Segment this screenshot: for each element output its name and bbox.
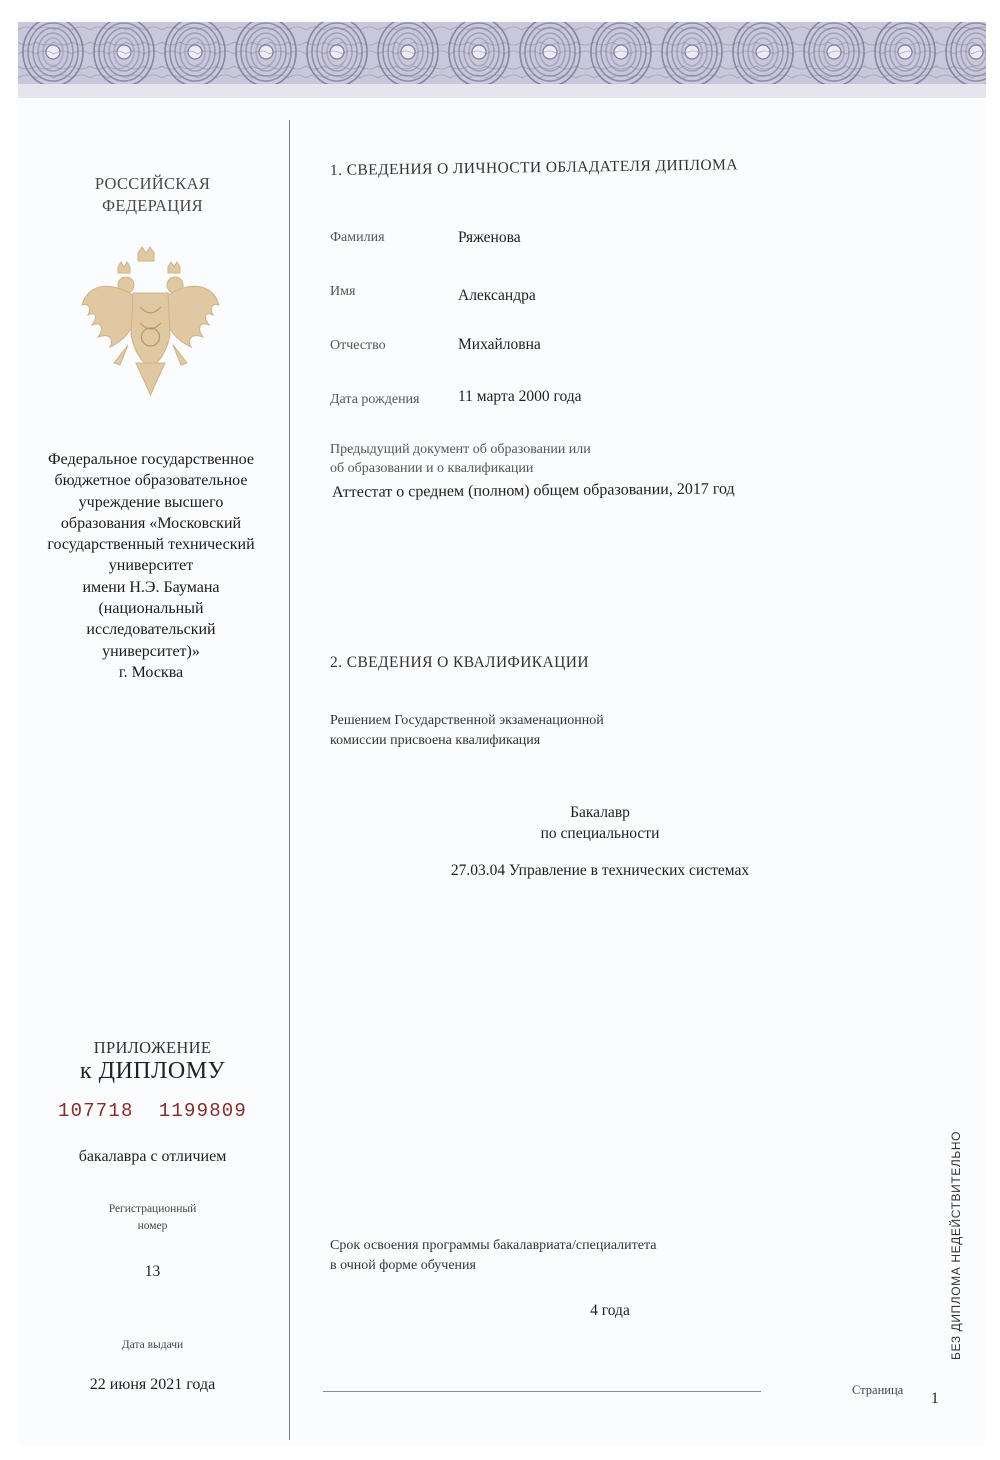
by-specialty-label: по специальности	[540, 825, 660, 842]
degree-type: бакалавра с отличием	[78, 1148, 227, 1165]
birth-date-label: Дата рождения	[330, 392, 420, 407]
section-2-heading: 2. СВЕДЕНИЯ О КВАЛИФИКАЦИИ	[330, 654, 589, 671]
issue-date: 22 июня 2021 года	[89, 1376, 216, 1393]
specialty: 27.03.04 Управление в технических системах	[450, 862, 750, 879]
institution-line: университет)»	[102, 642, 200, 660]
name-label: Имя	[330, 284, 356, 299]
guilloche-wave	[18, 75, 986, 78]
previous-document-label-line-1: Предыдущий документ об образовании или	[330, 442, 591, 457]
qualification	[500, 802, 700, 844]
institution-line: бюджетное образовательное	[54, 472, 248, 490]
guilloche-center	[472, 45, 486, 59]
registration-label-line-1: Регистрационный	[108, 1203, 197, 1215]
study-duration: 4 года	[590, 1302, 630, 1319]
study-term-label	[330, 1236, 656, 1276]
guilloche-banner	[18, 22, 986, 98]
commission-decision-line-2: комиссии присвоена квалификация	[330, 733, 541, 748]
section-1-heading: 1. СВЕДЕНИЯ О ЛИЧНОСТИ ОБЛАДАТЕЛЯ ДИПЛОМА	[329, 156, 738, 179]
country-line-1: РОССИЙСКАЯ	[94, 174, 211, 193]
guilloche-center	[756, 45, 770, 59]
surname-value: Ряженова	[458, 229, 521, 246]
country-line-2: ФЕДЕРАЦИЯ	[102, 196, 203, 215]
guilloche-center	[401, 45, 415, 59]
serial-number	[40, 1100, 265, 1122]
institution-line: государственный технический	[47, 536, 255, 554]
coat-of-arms-emblem	[78, 245, 223, 410]
guilloche-pattern	[18, 22, 986, 98]
previous-document-label-line-2: об образовании и о квалификации	[330, 461, 534, 476]
guilloche-wave	[18, 66, 986, 69]
registration-label	[70, 1201, 235, 1235]
commission-decision	[330, 711, 604, 751]
institution-line: университет	[108, 557, 194, 575]
page-number: 1	[931, 1390, 939, 1407]
appendix-title: ПРИЛОЖЕНИЕ	[93, 1038, 212, 1057]
previous-document-label	[330, 440, 591, 478]
qualification-value: Бакалавр	[570, 804, 630, 821]
column-divider	[289, 120, 290, 1440]
birth-date-value: 11 марта 2000 года	[458, 388, 582, 405]
banner-bottom-band	[18, 84, 986, 98]
previous-document-value: Аттестат о среднем (полном) общем образовании, 2017 год	[331, 480, 735, 501]
study-term-line-1: Срок освоения программы бакалавриата/специалитета	[330, 1238, 657, 1253]
institution-line: г. Москва	[118, 663, 184, 681]
appendix-to-diploma: к ДИПЛОМУ	[79, 1058, 226, 1084]
institution-line: (национальный	[98, 600, 204, 618]
study-term-line-2: в очной форме обучения	[330, 1258, 476, 1273]
patronymic-value: Михайловна	[458, 336, 541, 353]
institution-line: Федеральное государственное	[48, 451, 254, 468]
country-name	[40, 173, 265, 217]
signature-line	[323, 1391, 761, 1392]
institution-line: имени Н.Э. Баумана	[82, 578, 220, 596]
institution-name	[30, 449, 272, 683]
surname-label: Фамилия	[330, 230, 385, 245]
registration-number: 13	[144, 1263, 161, 1280]
commission-decision-line-1: Решением Государственной экзаменационной	[330, 713, 604, 728]
guilloche-center	[827, 45, 841, 59]
institution-line: учреждение высшего	[78, 493, 224, 511]
name-value: Александра	[458, 287, 536, 304]
void-without-diploma-notice: БЕЗ ДИПЛОМА НЕДЕЙСТВИТЕЛЬНО	[949, 1130, 963, 1360]
patronymic-label: Отчество	[330, 338, 386, 353]
page-label: Страница	[852, 1383, 904, 1397]
serial-number-value: 107718 1199809	[57, 1100, 248, 1122]
institution-line: образования «Московский	[60, 514, 242, 532]
issue-date-label: Дата выдачи	[121, 1339, 184, 1351]
registration-label-line-2: номер	[137, 1220, 168, 1232]
institution-line: исследовательский	[86, 621, 216, 639]
